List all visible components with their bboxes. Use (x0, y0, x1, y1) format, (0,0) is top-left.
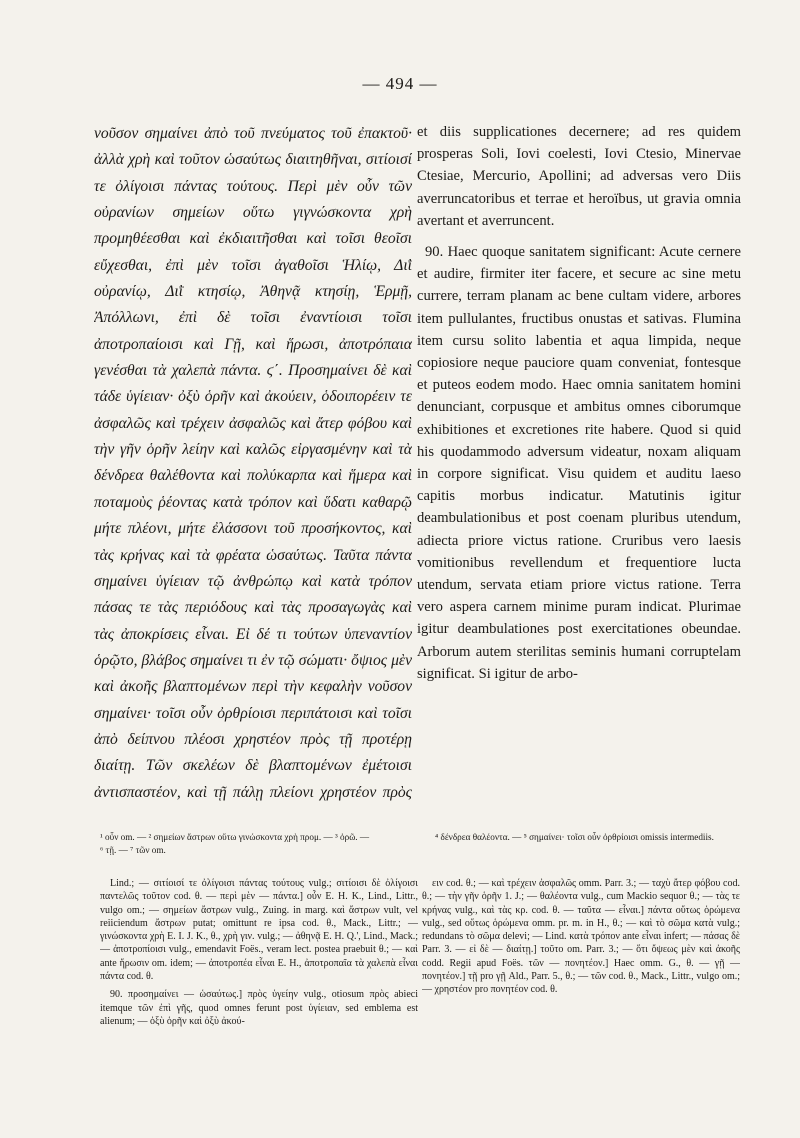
footnotes-left (100, 831, 422, 857)
latin-paragraph-90: 90. Haec quoque sanitatem significant: Acute cernere et audire, firmiter iter facere, et secure ac sine metu currere, terram planam ac bene cultam videre, arbores item pullulantes, fructibus onustas et sativas. Flumina item cursu solito labentia et aqua limpida, neque copiosiore neque pauciore quam conveniat, fontesque et puteos eodem modo. Haec omnia sanitatem homini denunciant, corpusque et ambitus omnes ciborumque exhibitiones et excretiones rite habere. Quod si quid his quodammodo adversum videatur, noxam aliquam in corpore significat. Visu quidem et auditu laeso capitis morbus indicatur. Matutinis igitur deambulationibus et post coenam pluribus utendum, adiecta priore victus ratione. Cruribus vero laesis vomitionibus revellendum et frequentiore lucta utendum, servata etiam priore victus ratione. Terra vero aspera carnem minime puram indicat. Plurimae igitur deambulationes post exercitationes obeundae. Arborum autem sterilitas seminis humani corruptelam significat. Si igitur de arbo- (417, 244, 741, 682)
apparatus-right-column (422, 877, 740, 1109)
footnote-line: ¹ οὖν om. — ² σημείων ἄστρων οὕτω γινώσκοντα χρὴ προμ. — ³ ὀρῶ. — (100, 832, 370, 842)
greek-text-column (94, 121, 412, 811)
apparatus-paragraph-90: 90. προσημαίνει — ὡσαύτως.] πρὸς ὑγείην vulg., otiosum πρὸς abieci itemque τῶν ἐπὶ γῆς, quod omnes ferunt post ὑγίειαν, sed emblema est alienum; — ὀξὺ ὁρῆν καὶ ὀξὺ ἀκού- (100, 989, 418, 1027)
apparatus-paragraph: Lind.; — σιτίοισί τε ὀλίγοισι πάντας τούτους vulg.; σιτίοισι δὲ ὀλίγοισι παντελῶς τοῦτον cod. θ. — περὶ μὲν — πάντα.] οὖν E. H. K., Lind., Littr., vulgo om.; — σημείων ἄστρων vulg., Zuing. in marg. καὶ ἄστρων vult, vel reiiciendum ἄστρων putat; omittunt re ipsa cod. θ., Mack., Littr.; — γινώσκοντα χρὴ E. I. J. K., θ., χρὴ γιν. vulg.; — ἀθηνᾷ E. H. Q.', Lind., Mack.; — ἀποτροπίοισι vulg., emendavit Foës., veram lect. postea praebuit θ.; — καὶ ante ἥρωσιν om. idem; — ἀποτροπέα εἶναι E. H., ἀποτροπαῖα τὰ χαλεπὰ εἶναι πάντα cod. θ. (100, 878, 418, 983)
footnote-line: ⁴ δένδρεα θαλέοντα. — ⁵ σημαίνει· τοῖσι οὖν ὀρθρίοισι omissis intermediis. (435, 832, 714, 842)
page-number: — 494 — (362, 74, 438, 93)
latin-paragraph-1: et diis supplicationes decernere; ad res quidem prosperas Soli, Iovi coelesti, Iovi Ctesio, Minervae Ctesiae, Mercurio, Apollini; ad adversas vero Diis averruncatoribus et terrae et heroïbus, ut gravia omnia avertant et averruncent. (417, 124, 741, 229)
footnotes (100, 831, 740, 871)
footnotes-right (435, 831, 740, 844)
apparatus-left-column (100, 877, 418, 1109)
apparatus-paragraph: ειν cod. θ.; — καὶ τρέχειν ἀσφαλῶς omm. Parr. 3.; — ταχὺ ἄτερ φόβου cod. θ.; — τὴν γῆν ὁρῆν 1. J.; — θαλέοντα vulg., cum Mackio sequor θ.; — τὰς τε κρήνας vulg., καὶ τὰς κρ. cod. θ. — ταῦτα — εἶναι.] πάντα οὕτως ὁρώμενα vulg., sed οὕτως ὁρώμενα omm. pr. m. in H., θ.; — καὶ τὸ σῶμα κατὰ vulg.; redundans τὸ σῶμα delevi; — Lind. κατὰ τρόπον ante εἶναι infert; — πάσας δὲ Parr. 3. — εἰ δὲ — διαίτῃ.] τοῦτο om. Parr. 3.; — ὅτι ὄψεως μὲν καὶ ἀκοῆς codd. Regii apud Foës. τῶν — πονητέον.] Haec omm. G., θ. — γῇ — πονητέον.] τῇ pro γῇ Ald., Parr. 5., θ.; — τῶν cod. θ., Mack., Littr., vulgo om.; — χρηστέον pro πονητέον cod. θ. (422, 878, 740, 996)
latin-text-column (417, 121, 741, 811)
footnote-line: ⁶ τῇ. — ⁷ τῶν om. (100, 845, 166, 855)
greek-paragraph: νοῦσον σημαίνει ἀπὸ τοῦ πνεύματος τοῦ ἐπακτοῦ· ἀλλὰ χρὴ καὶ τοῦτον ὡσαύτως διαιτηθῆναι, σιτίοισί τε ὀλίγοισι πάντας τούτους. Περὶ μὲν οὖν τῶν οὐρανίων σημείων οὕτω γιγνώσκοντα χρὴ προμηθέεσθαι καὶ ἐκδιαιτῆσθαι καὶ τοῖσι θεοῖσι εὔχεσθαι, ἐπὶ μὲν τοῖσι ἀγαθοῖσι Ἡλίῳ, Διῒ οὐρανίῳ, Διῒ κτησίῳ, Ἀθηνᾷ κτησίῃ, Ἑρμῇ, Ἀπόλλωνι, ἐπὶ δὲ τοῖσι ἐναντίοισι τοῖσι ἀποτροπαίοισι καὶ Γῇ, καὶ ἥρωσι, ἀποτρόπαια γενέσθαι τὰ χαλεπὰ πάντα. ϛ΄. Προσημαίνει δὲ καὶ τάδε ὑγίειαν· ὀξὺ ὁρῆν καὶ ἀκούειν, ὁδοιπορέειν τε ἀσφαλῶς καὶ τρέχειν ἀσφαλῶς καὶ ἄτερ φόβου καὶ τὴν γῆν ὁρῆν λείην καὶ καλῶς εἰργασμένην καὶ τὰ δένδρεα θαλέθοντα καὶ πολύκαρπα καὶ ἥμερα καὶ ποταμοὺς ῥέοντας κατὰ τρόπον καὶ ὕδατι καθαρῷ μήτε πλέονι, μήτε ἐλάσσονι τοῦ προσήκοντος, καὶ τὰς κρήνας καὶ τὰ φρέατα ὡσαύτως. Ταῦτα πάντα σημαίνει ὑγίειαν τῷ ἀνθρώπῳ καὶ κατὰ τρόπον πάσας τε τὰς περιόδους καὶ τὰς προσαγωγὰς καὶ τὰς ἀποκρίσεις εἶναι. Εἰ δέ τι τούτων ὑπεναντίον ὁρῷτο, βλάβος σημαίνει τι ἐν τῷ σώματι· ὄψιος μὲν καὶ ἀκοῆς βλαπτομένων περὶ τὴν κεφαλὴν νοῦσον σημαίνει· τοῖσι οὖν ὀρθρίοισι περιπάτοισι καὶ τοῖσι ἀπὸ δείπνου πλέοσι χρηστέον πρὸς τῇ προτέρῃ διαίτῃ. Τῶν σκελέων δὲ βλαπτομένων ἐμέτοισι ἀντισπαστέον, καὶ τῇ πάλῃ πλείονι χρηστέον πρὸς (94, 125, 412, 801)
